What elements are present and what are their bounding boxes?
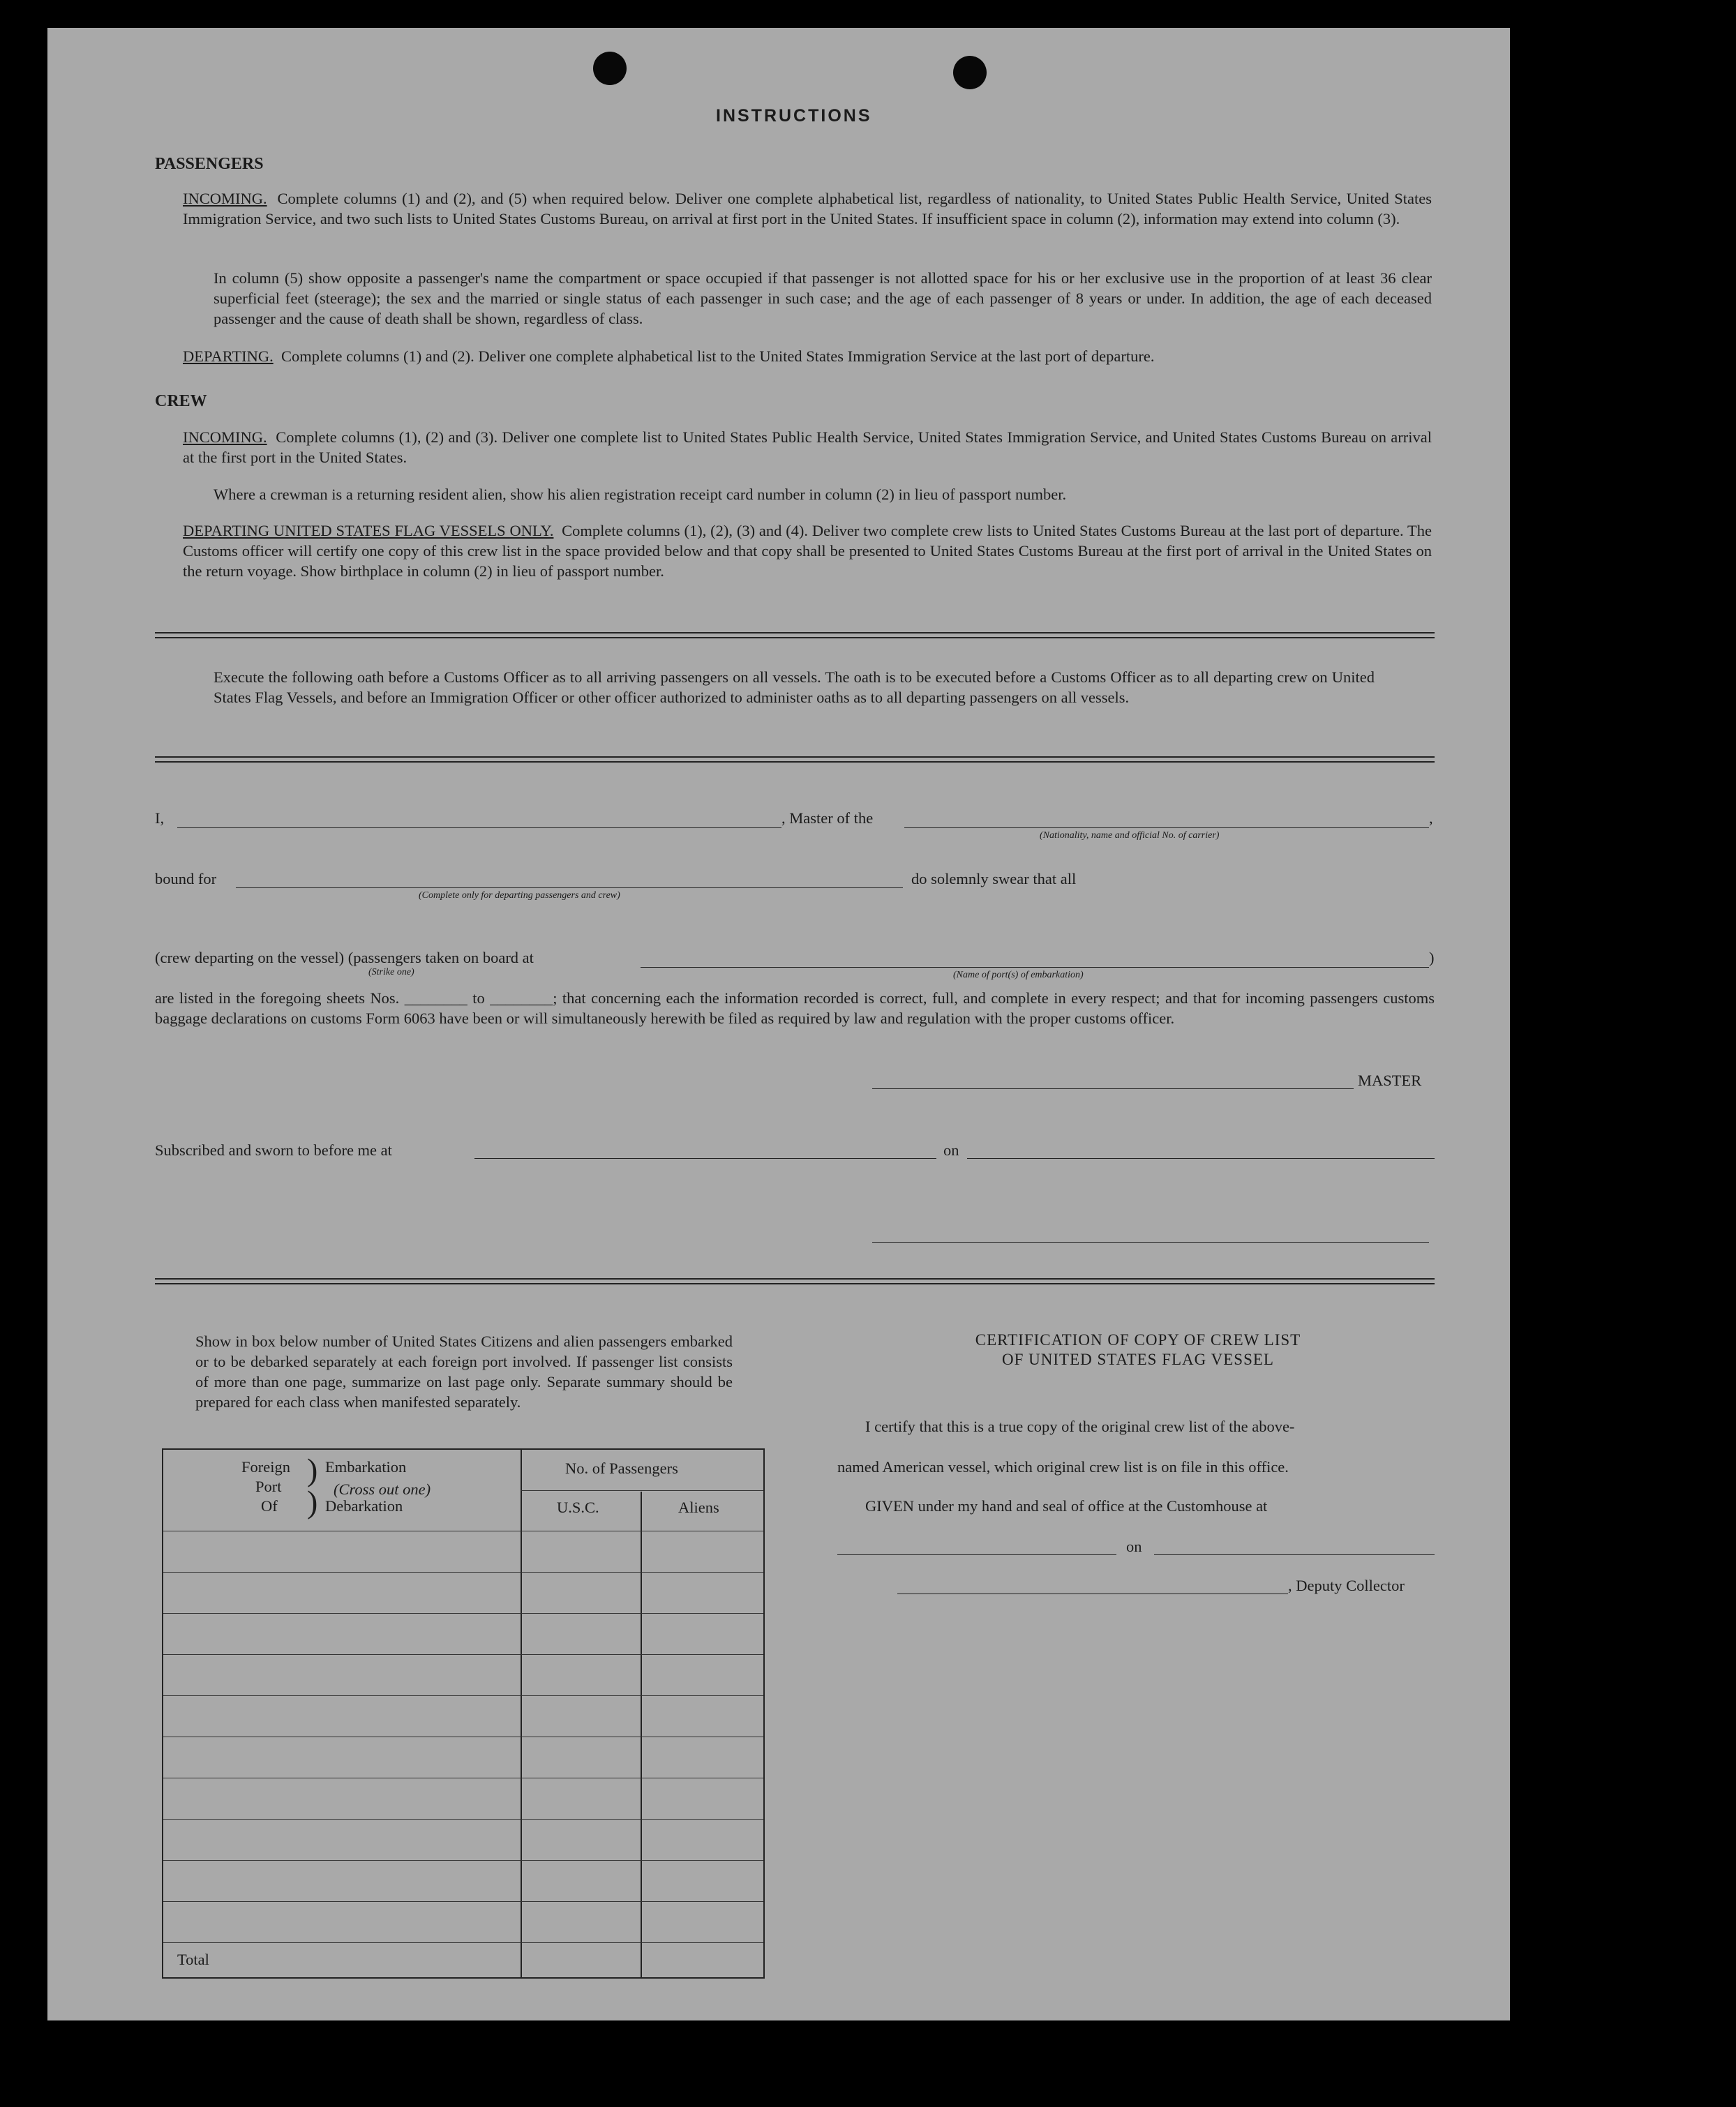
crew-departing-text: Complete columns (1), (2), (3) and (4). Deliver two complete crew lists to United States Customs Bureau at the last port of departure. The Customs officer will certify one copy of this crew list in the space provided below and that copy shall be presented to United States Customs Bureau at the first port of arrival in the United States on the return voyage. Show birthplace in column (2) in lieu of passport number.	[183, 522, 1432, 580]
usc-header: U.S.C.	[557, 1499, 599, 1516]
master-label: MASTER	[1358, 1072, 1422, 1089]
ports-note: (Name of port(s) of embarkation)	[953, 970, 1084, 980]
passengers-column5: In column (5) show opposite a passenger's name the compartment or space occupied if that passenger is not allotted space for his or her exclusive use in the proportion of at least 36 clear superficial feet (steerage); the sex and the married or single status of each passenger in such case; and the age of each passenger of 8 years or under. In addition, the age of each deceased passenger and the cause of death shall be shown, regardless of class.	[214, 269, 1432, 327]
deputy-collector-label: , Deputy Collector	[1288, 1577, 1405, 1594]
passengers-departing-label: DEPARTING.	[183, 347, 274, 365]
close-paren: )	[1429, 949, 1435, 966]
passengers-departing	[183, 346, 1432, 366]
bound-for-field[interactable]	[236, 887, 903, 888]
brace-glyph: )	[307, 1484, 318, 1520]
certification-line2: named American vessel, which original crew list is on file in this office.	[837, 1458, 1289, 1476]
carrier-field[interactable]	[904, 827, 1429, 828]
bound-note: (Complete only for departing passengers and crew)	[419, 890, 620, 901]
crew-departing	[183, 520, 1432, 581]
passengers-incoming-text: Complete columns (1) and (2), and (5) when required below. Deliver one complete alphabetical list, regardless of nationality, to United States Public Health Service, United States Immigration Service, and two such lists to United States Customs Bureau, on arrival at first port in the United States. If insufficient space in column (2), information may extend into column (3).	[183, 190, 1432, 227]
certification-on-label: on	[1126, 1538, 1142, 1555]
master-of-the-label: , Master of the	[781, 809, 874, 827]
customhouse-field[interactable]	[837, 1554, 1116, 1555]
master-name-field[interactable]	[177, 827, 781, 828]
oath-i-label: I,	[155, 809, 165, 827]
brace-glyph: )	[307, 1452, 318, 1487]
of-label: Of	[261, 1497, 278, 1515]
passengers-incoming	[183, 188, 1432, 229]
page-title: INSTRUCTIONS	[716, 106, 872, 126]
subscribed-on-label: on	[943, 1141, 959, 1159]
punch-hole	[593, 52, 627, 85]
passenger-summary-table	[162, 1448, 765, 1979]
certification-title-line2: OF UNITED STATES FLAG VESSEL	[1002, 1351, 1274, 1368]
crew-incoming	[183, 427, 1432, 467]
oath-instructions: Execute the following oath before a Customs Officer as to all arriving passengers on all vessels. The oath is to be executed before a Customs Officer as to all departing crew on United States Flag Vessels, and before an Immigration Officer or other officer authorized to administer oaths as to all departing passengers on all vessels.	[214, 668, 1375, 706]
section-divider	[155, 756, 1435, 763]
subscribed-label: Subscribed and sworn to before me at	[155, 1141, 392, 1159]
no-passengers-header: No. of Passengers	[565, 1460, 678, 1477]
passengers-departing-text: Complete columns (1) and (2). Deliver one complete alphabetical list to the United States Immigration Service at the last port of departure.	[280, 347, 1155, 365]
subscribed-date-field[interactable]	[967, 1158, 1435, 1159]
certification-date-field[interactable]	[1154, 1554, 1435, 1555]
aliens-header: Aliens	[678, 1499, 719, 1516]
listed-text: are listed in the foregoing sheets Nos. ________ to ________; that concerning each the information recorded is correct, full, and complete in every respect; and that for incoming passengers customs baggage declarations on customs Form 6063 have been or will simultaneously herewith be filed as required by law and regulation with the proper customs officer.	[155, 989, 1435, 1027]
section-divider	[155, 632, 1435, 638]
carrier-note: (Nationality, name and official No. of carrier)	[1040, 830, 1220, 841]
crew-departing-label: DEPARTING UNITED STATES FLAG VESSELS ONLY.	[183, 522, 554, 539]
swear-label: do solemnly swear that all	[911, 870, 1077, 887]
comma: ,	[1429, 809, 1433, 827]
summary-instructions: Show in box below number of United States Citizens and alien passengers embarked or to be debarked separately at each foreign port involved. If passenger list consists of more than one page, summarize on last page only. Separate summary should be prepared for each class when manifested separately.	[195, 1333, 733, 1411]
foreign-label: Foreign	[241, 1458, 290, 1476]
cross-out-note: (Cross out one)	[334, 1480, 431, 1498]
debarkation-label: Debarkation	[325, 1497, 403, 1515]
passengers-heading: PASSENGERS	[155, 155, 264, 173]
subscribed-place-field[interactable]	[474, 1158, 936, 1159]
crew-passengers-label: (crew departing on the vessel) (passengers taken on board at	[155, 949, 534, 966]
bound-for-label: bound for	[155, 870, 217, 887]
crew-resident: Where a crewman is a returning resident alien, show his alien registration receipt card number in column (2) in lieu of passport number.	[214, 486, 1067, 503]
crew-incoming-text: Complete columns (1), (2) and (3). Deliver one complete list to United States Public Health Service, United States Immigration Service, and United States Customs Bureau on arrival at the first port in the United States.	[183, 428, 1432, 466]
certification-title-line1: CERTIFICATION OF COPY OF CREW LIST	[975, 1331, 1301, 1349]
certification-line3: GIVEN under my hand and seal of office at the Customhouse at	[865, 1497, 1268, 1515]
section-divider	[155, 1278, 1435, 1284]
port-label: Port	[255, 1478, 282, 1495]
ports-field[interactable]	[641, 967, 1429, 968]
certification-line1: I certify that this is a true copy of the original crew list of the above-	[865, 1418, 1295, 1435]
officer-signature-field[interactable]	[872, 1242, 1429, 1243]
strike-one-note: (Strike one)	[368, 967, 414, 977]
total-label: Total	[177, 1951, 209, 1968]
embarkation-label: Embarkation	[325, 1458, 407, 1476]
master-signature-field[interactable]	[872, 1088, 1354, 1089]
passengers-incoming-label: INCOMING.	[183, 190, 267, 207]
punch-hole	[953, 56, 987, 89]
crew-heading: CREW	[155, 392, 207, 410]
crew-incoming-label: INCOMING.	[183, 428, 267, 446]
